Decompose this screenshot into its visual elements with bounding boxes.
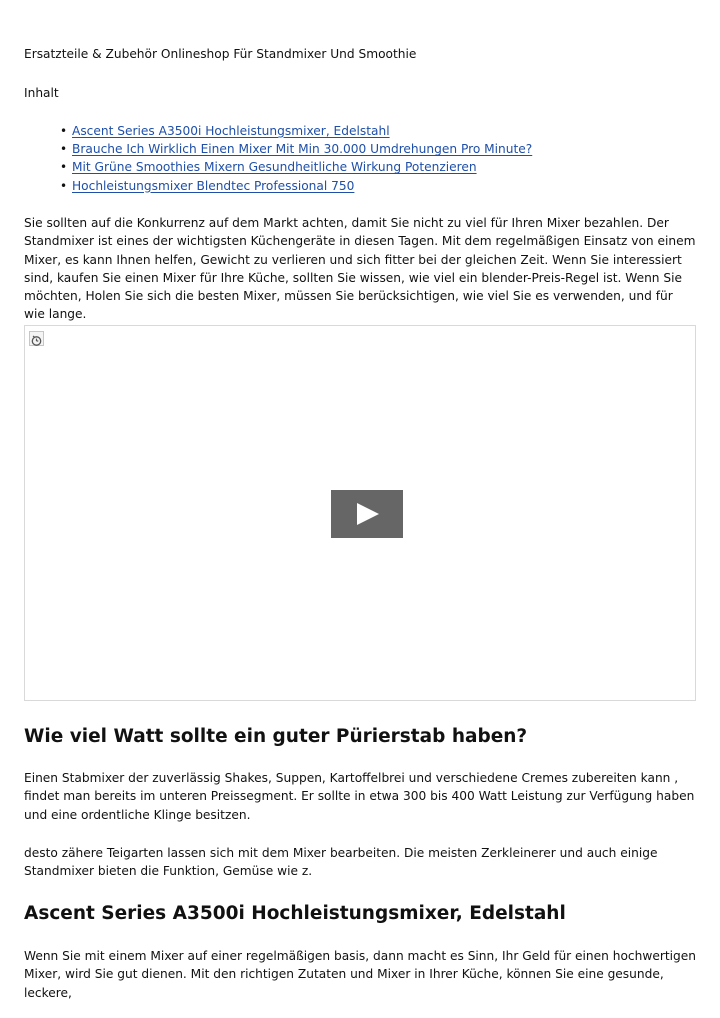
embedded-video[interactable]	[24, 325, 696, 701]
bullet-icon: •	[60, 160, 68, 175]
toc-item	[60, 122, 532, 140]
bullet-icon: •	[60, 178, 68, 193]
toc-link-gruene-smoothies[interactable]: Mit Grüne Smoothies Mixern Gesundheitliche Wirkung Potenzieren	[72, 160, 477, 175]
toc-link-brauche-ich[interactable]: Brauche Ich Wirklich Einen Mixer Mit Min 30.000 Umdrehungen Pro Minute?	[72, 142, 533, 157]
toc-item	[60, 177, 532, 195]
toc-link-ascent-series[interactable]: Ascent Series A3500i Hochleistungsmixer, Edelstahl	[72, 124, 390, 138]
section1-paragraph-1: Einen Stabmixer der zuverlässig Shakes, Suppen, Kartoffelbrei und verschiedene Cremes zubereiten kann , findet man bereits im unteren Preissegment. Er sollte in etwa 300 bis 400 Watt Leistung zur Verfügung haben und eine ordentliche Klinge besitzen.	[24, 771, 695, 822]
intro-paragraph: Sie sollten auf die Konkurrenz auf dem Markt achten, damit Sie nicht zu viel für Ihren Mixer bezahlen. Der Standmixer ist eines der wichtigsten Küchengeräte in diesen Tagen. Mit dem regelmäßigen Einsatz von einem Mixer, es kann Ihnen helfen, Gewicht zu verlieren und sich fitter bei der gleichen Zeit. Wenn Sie interessiert sind, kaufen Sie einen Mixer für Ihre Küche, sollten Sie wissen, wie viel ein blender-Preis-Regel ist. Wenn Sie möchten, Holen Sie sich die besten Mixer, müssen Sie berücksichtigen, wie viel Sie es verwenden, und für wie lange.	[24, 216, 696, 322]
toc-heading: Inhalt	[24, 86, 59, 100]
play-icon	[357, 503, 379, 525]
section-heading-ascent: Ascent Series A3500i Hochleistungsmixer, Edelstahl	[24, 903, 566, 924]
section1-paragraph-2: desto zähere Teigarten lassen sich mit dem Mixer bearbeiten. Die meisten Zerkleinerer und auch einige Standmixer bieten die Funktion, Gemüse wie z.	[24, 846, 658, 879]
bullet-icon: •	[60, 142, 68, 157]
play-button[interactable]	[331, 490, 403, 538]
watch-later-icon[interactable]	[29, 331, 44, 346]
table-of-contents	[60, 122, 532, 195]
toc-link-blendtec[interactable]: Hochleistungsmixer Blendtec Professional 750	[72, 178, 355, 193]
toc-item	[60, 158, 532, 176]
bullet-icon: •	[60, 124, 68, 138]
toc-item	[60, 140, 532, 158]
section2-paragraph-1: Wenn Sie mit einem Mixer auf einer regelmäßigen basis, dann macht es Sinn, Ihr Geld für einen hochwertigen Mixer, wird Sie gut dienen. Mit den richtigen Zutaten und Mixer in Ihrer Küche, können Sie eine gesunde, leckere,	[24, 949, 696, 1000]
site-title: Ersatzteile & Zubehör Onlineshop Für Standmixer Und Smoothie	[24, 47, 417, 61]
section-heading-watt: Wie viel Watt sollte ein guter Pürierstab haben?	[24, 726, 528, 747]
